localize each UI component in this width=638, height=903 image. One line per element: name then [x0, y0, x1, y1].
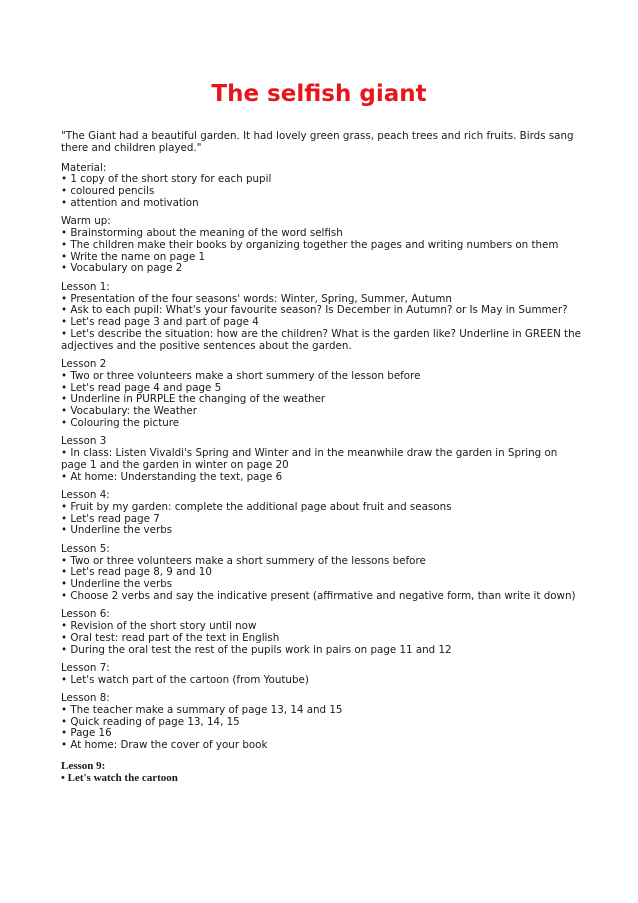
- list-item: • Let's watch part of the cartoon (from Youtube): [61, 675, 581, 687]
- list-item: • Colouring the picture: [61, 418, 581, 430]
- section-heading: Lesson 8:: [61, 691, 110, 704]
- list-item: • Let's watch the cartoon: [61, 772, 581, 785]
- list-item: • Let's describe the situation: how are the children? What is the garden like? Underline in GREEN the adjectives and the positive sentences about the garden.: [61, 329, 581, 353]
- section-material: [61, 163, 581, 210]
- list-item: • Let's read page 8, 9 and 10: [61, 567, 581, 579]
- list-item: • Underline the verbs: [61, 579, 581, 591]
- section-heading: Lesson 7:: [61, 661, 110, 674]
- section-heading: Lesson 5:: [61, 542, 110, 555]
- page-title: The selfish giant: [211, 81, 427, 107]
- list-item: • 1 copy of the short story for each pupil: [61, 174, 581, 186]
- list-item: • Underline in PURPLE the changing of the weather: [61, 394, 581, 406]
- list-item: • Choose 2 verbs and say the indicative present (affirmative and negative form, than write it down): [61, 591, 581, 603]
- section-lesson-7: [61, 663, 581, 687]
- section-lesson-3: [61, 436, 581, 483]
- list-item: • Oral test: read part of the text in English: [61, 633, 581, 645]
- list-item: • Write the name on page 1: [61, 252, 581, 264]
- section-lesson-1: [61, 282, 581, 353]
- list-item: • At home: Draw the cover of your book: [61, 740, 581, 752]
- list-item: • During the oral test the rest of the pupils work in pairs on page 11 and 12: [61, 645, 581, 657]
- list-item: • Two or three volunteers make a short summery of the lessons before: [61, 556, 581, 568]
- list-item: • The teacher make a summary of page 13, 14 and 15: [61, 705, 581, 717]
- section-lesson-6: [61, 609, 581, 656]
- section-heading: Lesson 3: [61, 435, 107, 448]
- list-item: • At home: Understanding the text, page 6: [61, 472, 581, 484]
- section-heading: Lesson 2: [61, 358, 107, 371]
- list-item: • Two or three volunteers make a short summery of the lesson before: [61, 371, 581, 383]
- section-heading: Material:: [61, 161, 107, 174]
- list-item: • Vocabulary: the Weather: [61, 406, 581, 418]
- list-item: • Vocabulary on page 2: [61, 263, 581, 275]
- list-item: • Brainstorming about the meaning of the word selfish: [61, 228, 581, 240]
- list-item: • Let's read page 7: [61, 514, 581, 526]
- section-lesson-5: [61, 544, 581, 603]
- list-item: • attention and motivation: [61, 198, 581, 210]
- list-item: • Revision of the short story until now: [61, 621, 581, 633]
- list-item: • Fruit by my garden: complete the additional page about fruit and seasons: [61, 502, 581, 514]
- list-item: • In class: Listen Vivaldi's Spring and Winter and in the meanwhile draw the garden in Spring on page 1 and the garden in winter on page 20: [61, 448, 581, 472]
- section-lesson-2: [61, 359, 581, 430]
- list-item: • Presentation of the four seasons' words: Winter, Spring, Summer, Autumn: [61, 294, 581, 306]
- section-warm-up: [61, 216, 581, 275]
- section-heading: Warm up:: [61, 215, 111, 228]
- section-heading: Lesson 1:: [61, 280, 110, 293]
- section-heading: Lesson 9:: [61, 759, 106, 772]
- document-body: [61, 131, 581, 791]
- list-item: • Ask to each pupil: What's your favourite season? Is December in Autumn? or Is May in Summer?: [61, 305, 581, 317]
- section-heading: Lesson 6:: [61, 608, 110, 621]
- list-item: • The children make their books by organizing together the pages and writing numbers on them: [61, 240, 581, 252]
- list-item: • Let's read page 4 and page 5: [61, 383, 581, 395]
- list-item: • Quick reading of page 13, 14, 15: [61, 717, 581, 729]
- section-lesson-8: [61, 693, 581, 752]
- list-item: • coloured pencils: [61, 186, 581, 198]
- list-item: • Page 16: [61, 728, 581, 740]
- section-lesson-9: [61, 760, 581, 785]
- list-item: • Let's read page 3 and part of page 4: [61, 317, 581, 329]
- section-lesson-4: [61, 490, 581, 537]
- intro-quote: "The Giant had a beautiful garden. It had lovely green grass, peach trees and rich fruits. Birds sang there and children played.": [61, 130, 574, 154]
- section-heading: Lesson 4:: [61, 489, 110, 502]
- list-item: • Underline the verbs: [61, 525, 581, 537]
